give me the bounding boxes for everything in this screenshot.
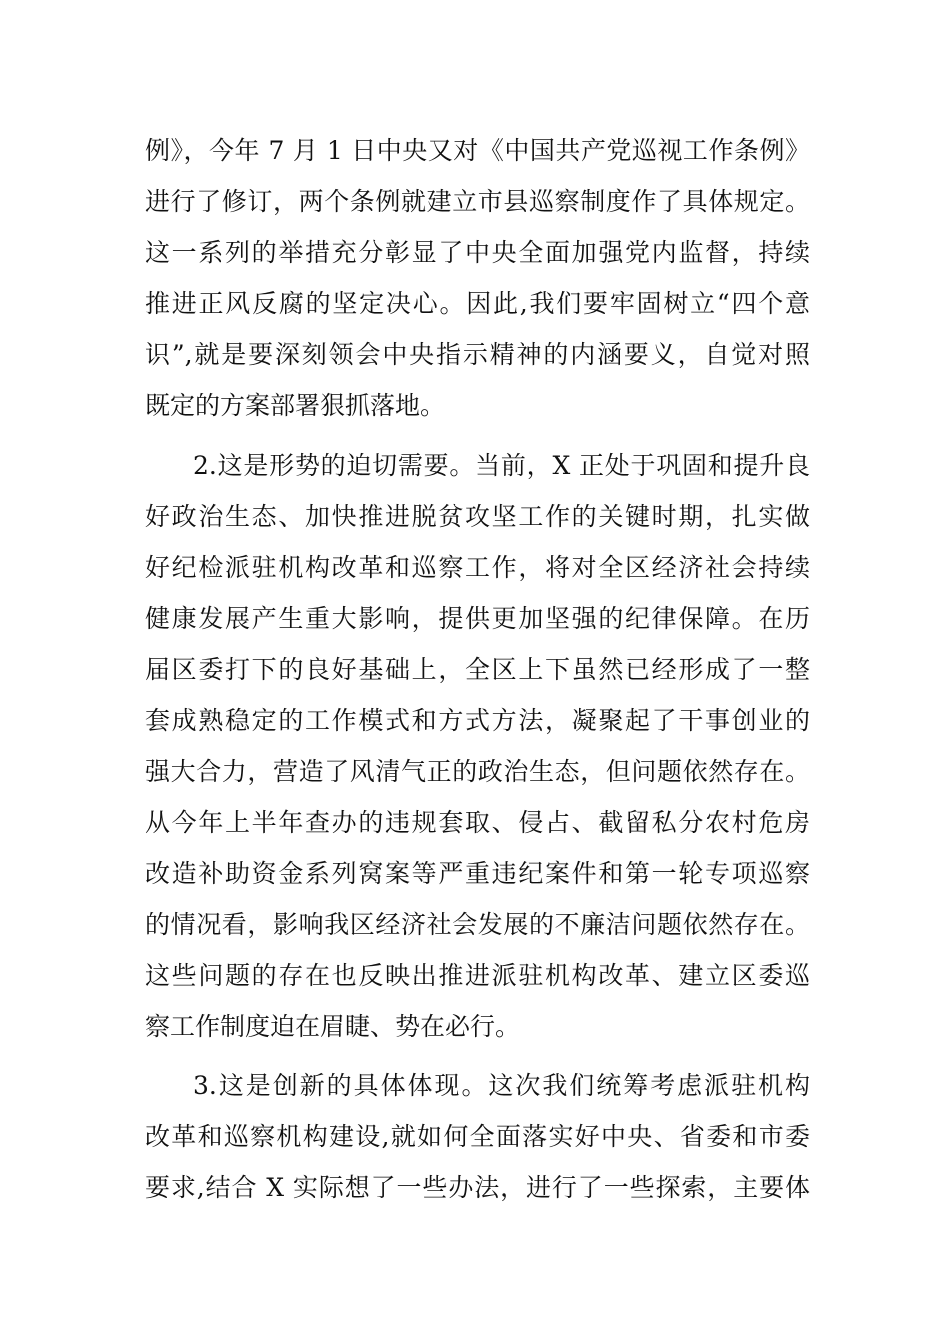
text-line: 进行了修订，两个条例就建立市县巡察制度作了具体规定。 — [145, 187, 810, 216]
text-line: 套成熟稳定的工作模式和方式方法，凝聚起了干事创业的 — [145, 706, 810, 735]
text-line: 要求,结合 X 实际想了一些办法，进行了一些探索，主要体 — [145, 1173, 810, 1202]
text-line: 改革和巡察机构建设,就如何全面落实好中央、省委和市委 — [145, 1122, 810, 1151]
text-line: 的情况看，影响我区经济社会发展的不廉洁问题依然存在。 — [145, 910, 810, 939]
text-line: 例》，今年 7 月 1 日中央又对《中国共产党巡视工作条例》 — [145, 136, 810, 165]
text-line: 3.这是创新的具体体现。这次我们统筹考虑派驻机构 — [193, 1071, 810, 1100]
text-line: 2.这是形势的迫切需要。当前，X 正处于巩固和提升良 — [193, 451, 810, 480]
text-line: 从今年上半年查办的违规套取、侵占、截留私分农村危房 — [145, 808, 810, 837]
text-line: 既定的方案部署狠抓落地。 — [145, 391, 446, 420]
text-line: 察工作制度迫在眉睫、势在必行。 — [145, 1012, 521, 1041]
text-line: 好纪检派驻机构改革和巡察工作，将对全区经济社会持续 — [145, 553, 810, 582]
text-line: 推进正风反腐的坚定决心。因此,我们要牢固树立“四个意 — [145, 289, 810, 318]
text-line: 这些问题的存在也反映出推进派驻机构改革、建立区委巡 — [145, 961, 810, 990]
text-line: 健康发展产生重大影响，提供更加坚强的纪律保障。在历 — [145, 604, 810, 633]
text-line: 这一系列的举措充分彰显了中央全面加强党内监督，持续 — [145, 238, 810, 267]
text-line: 好政治生态、加快推进脱贫攻坚工作的关键时期，扎实做 — [145, 502, 810, 531]
text-line: 识”,就是要深刻领会中央指示精神的内涵要义，自觉对照 — [145, 340, 810, 369]
text-line: 届区委打下的良好基础上，全区上下虽然已经形成了一整 — [145, 655, 810, 684]
text-line: 强大合力，营造了风清气正的政治生态，但问题依然存在。 — [145, 757, 810, 786]
text-line: 改造补助资金系列窝案等严重违纪案件和第一轮专项巡察 — [145, 859, 810, 888]
